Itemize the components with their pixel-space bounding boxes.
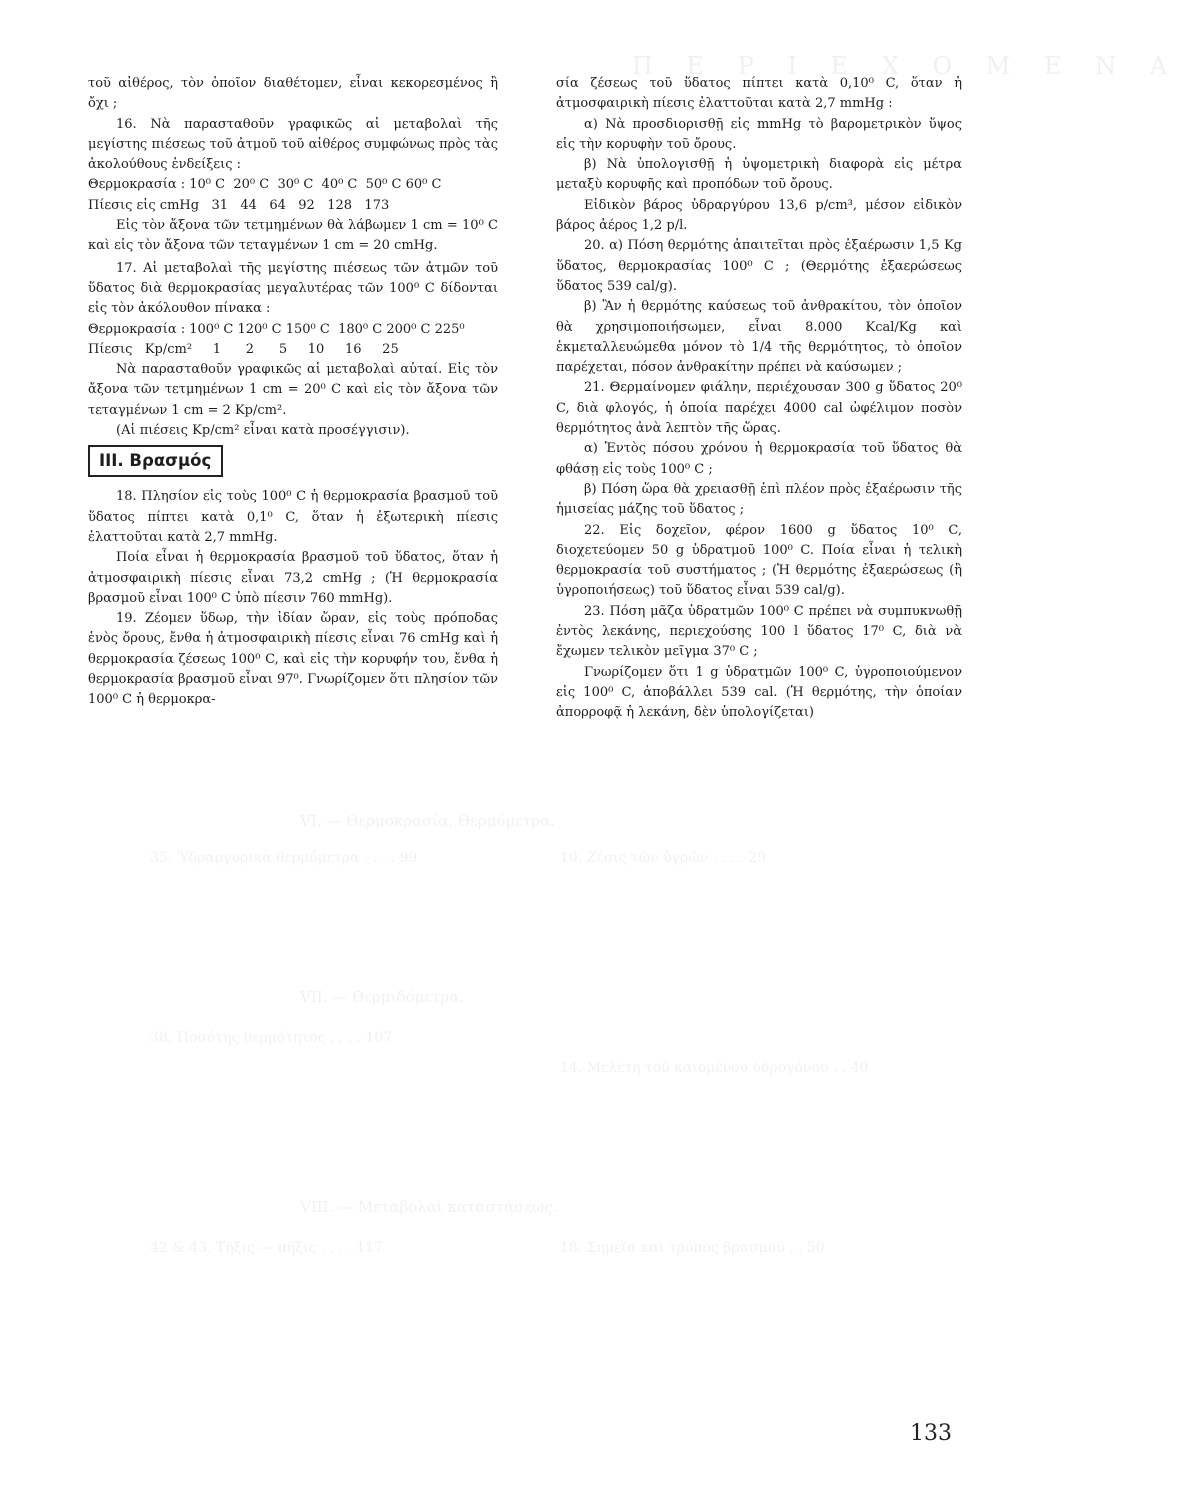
exercise-18-question: Ποία εἶναι ἡ θερμοκρασία βρασμοῦ τοῦ ὕδατος, ὅταν ἡ ἀτμοσφαιρικὴ πίεσις εἶναι 73,2 cmHg ; (Ἡ θερμοκρασία βρασμοῦ εἶναι 100⁰ C ὑπὸ πίεσιν 760 mmHg). bbox=[88, 550, 498, 606]
exercise-21: 21. Θερμαίνομεν φιάλην, περιέχουσαν 300 g ὕδατος 20⁰ C, διὰ φλογός, ἡ ὁποία παρέχει 4000 cal ὠφέλιμον ποσὸν θερμότητος ἀνὰ λεπτὸν τῆς ὥρας. bbox=[556, 380, 962, 437]
exercise-17-pressure-row: Πίεσις Kp/cm² 1 2 5 10 16 25 bbox=[88, 341, 399, 357]
page-number: 133 bbox=[910, 1421, 952, 1446]
exercise-16-pressure-row: Πίεσις εἰς cmHg 31 44 64 92 128 173 bbox=[88, 197, 390, 213]
exercise-17-task: Νὰ παρασταθοῦν γραφικῶς αἱ μεταβολαὶ αὐταί. Εἰς τὸν ἄξονα τῶν τετμημένων 1 cm = 20⁰ C καὶ εἰς τὸν ἄξονα τῶν τεταγμένων 1 cm = 2 Kp/cm². bbox=[88, 362, 498, 418]
exercise-16: 16. Νὰ παρασταθοῦν γραφικῶς αἱ μεταβολαὶ τῆς μεγίστης πιέσεως τοῦ ἀτμοῦ τοῦ αἰθέρος συμφώνως πρὸς τὰς ἀκολούθους ἐνδείξεις : bbox=[88, 116, 498, 173]
section-heading-boiling bbox=[88, 441, 498, 487]
exercise-18: 18. Πλησίον εἰς τοὺς 100⁰ C ἡ θερμοκρασία βρασμοῦ τοῦ ὕδατος πίπτει κατὰ 0,1⁰ C, ὅταν ἡ ἐξωτερικὴ πίεσις ἐλαττοῦται κατὰ 2,7 mmHg. bbox=[88, 489, 498, 545]
exercise-19-part-b: β) Νὰ ὑπολογισθῇ ἡ ὑψομετρικὴ διαφορὰ εἰς μέτρα μεταξὺ κορυφῆς καὶ προπόδων τοῦ ὄρους. bbox=[556, 157, 962, 193]
exercise-19: 19. Ζέομεν ὕδωρ, τὴν ἰδίαν ὥραν, εἰς τοὺς πρόποδας ἑνὸς ὄρους, ἔνθα ἡ ἀτμοσφαιρικὴ πίεσις εἶναι 76 cmHg καὶ ἡ θερμοκρασία ζέσεως 100⁰ C, καὶ εἰς τὴν κορυφήν του, ἔνθα ἡ θερμοκρασία βρασμοῦ εἶναι 97⁰. Γνωρίζομεν ὅτι πλησίον τῶν 100⁰ C ἡ θερμοκρα- bbox=[88, 611, 498, 708]
exercise-20-part-a: 20. α) Πόση θερμότης ἀπαιτεῖται πρὸς ἐξαέρωσιν 1,5 Kg ὕδατος, θερμοκρασίας 100⁰ C ; (Θερμότης ἐξαερώσεως ὕδατος 539 cal/g). bbox=[556, 238, 962, 294]
left-continuation-text: τοῦ αἰθέρος, τὸν ὁποῖον διαθέτομεν, εἶναι κεκορεσμένος ἢ ὄχι ; bbox=[88, 76, 498, 112]
exercise-23: 23. Πόση μᾶζα ὑδρατμῶν 100⁰ C πρέπει νὰ συμπυκνωθῇ ἐντὸς λεκάνης, περιεχούσης 100 l ὕδατος 17⁰ C, διὰ νὰ ἔχωμεν τελικὸν μεῖγμα 37⁰ C ; bbox=[556, 603, 962, 660]
exercise-16-temperature-row: Θερμοκρασία : 10⁰ C 20⁰ C 30⁰ C 40⁰ C 50⁰ C 60⁰ C bbox=[88, 177, 442, 193]
exercise-17: 17. Αἱ μεταβολαὶ τῆς μεγίστης πιέσεως τῶν ἀτμῶν τοῦ ὕδατος διὰ θερμοκρασίας μεγαλυτέρας τῶν 100⁰ C δίδονται εἰς τὸν ἀκόλουθον πίνακα : bbox=[88, 260, 498, 317]
right-column bbox=[556, 74, 962, 724]
left-column bbox=[88, 74, 498, 711]
exercise-17-temperature-row: Θερμοκρασία : 100⁰ C 120⁰ C 150⁰ C 180⁰ C 200⁰ C 225⁰ bbox=[88, 321, 465, 337]
exercise-23-note: Γνωρίζομεν ὅτι 1 g ὑδρατμῶν 100⁰ C, ὑγροποιούμενον εἰς 100⁰ C, ἀποβάλλει 539 cal. (Ἡ θερμότης, τὴν ὁποίαν ἀπορροφᾷ ἡ λεκάνη, δὲν ὑπολογίζεται) bbox=[556, 664, 962, 721]
section-heading-label: III. Βρασμός bbox=[88, 445, 223, 477]
exercise-16-axes: Εἰς τὸν ἄξονα τῶν τετμημένων θὰ λάβωμεν 1 cm = 10⁰ C καὶ εἰς τὸν ἄξονα τῶν τεταγμένων 1 cm = 20 cmHg. bbox=[88, 218, 498, 254]
exercise-17-note: (Αἱ πιέσεις Kp/cm² εἶναι κατὰ προσέγγισιν). bbox=[116, 423, 410, 439]
exercise-21-part-a: α) Ἐντὸς πόσου χρόνου ἡ θερμοκρασία τοῦ ὕδατος θὰ φθάσῃ εἰς τοὺς 100⁰ C ; bbox=[556, 441, 962, 477]
exercise-19-continuation: σία ζέσεως τοῦ ὕδατος πίπτει κατὰ 0,10⁰ C, ὅταν ἡ ἀτμοσφαιρικὴ πίεσις ἐλαττοῦται κατὰ 2,7 mmHg : bbox=[556, 76, 962, 112]
exercise-19-part-a: α) Νὰ προσδιορισθῇ εἰς mmHg τὸ βαρομετρικὸν ὕψος εἰς τὴν κορυφὴν τοῦ ὄρους. bbox=[556, 116, 962, 152]
exercise-19-constants: Εἰδικὸν βάρος ὑδραργύρου 13,6 p/cm³, μέσον εἰδικὸν βάρος ἀέρος 1,2 p/l. bbox=[556, 197, 962, 234]
exercise-22: 22. Εἰς δοχεῖον, φέρον 1600 g ὕδατος 10⁰ C, διοχετεύομεν 50 g ὑδρατμοῦ 100⁰ C. Ποία εἶναι ἡ τελικὴ θερμοκρασία τοῦ συστήματος ; (Ἡ θερμότης ἐξαερώσεως (ἢ ὑγροποιήσεως) τοῦ ὕδατος εἶναι 539 cal/g). bbox=[556, 522, 962, 599]
exercise-21-part-b: β) Πόση ὥρα θὰ χρειασθῇ ἐπὶ πλέον πρὸς ἐξαέρωσιν τῆς ἡμισείας μάζης τοῦ ὕδατος ; bbox=[556, 481, 962, 518]
exercise-20-part-b: β) Ἂν ἡ θερμότης καύσεως τοῦ ἀνθρακίτου, τὸν ὁποῖον θὰ χρησιμοποιήσωμεν, εἶναι 8.000 Kcal/Kg καὶ ἐκμεταλλευώμεθα μόνον τὸ 1/4 τῆς θερμότητος, τὸ ὁποῖον παρέχεται, πόσον ἀνθρακίτην πρέπει νὰ καύσωμεν ; bbox=[556, 299, 962, 376]
